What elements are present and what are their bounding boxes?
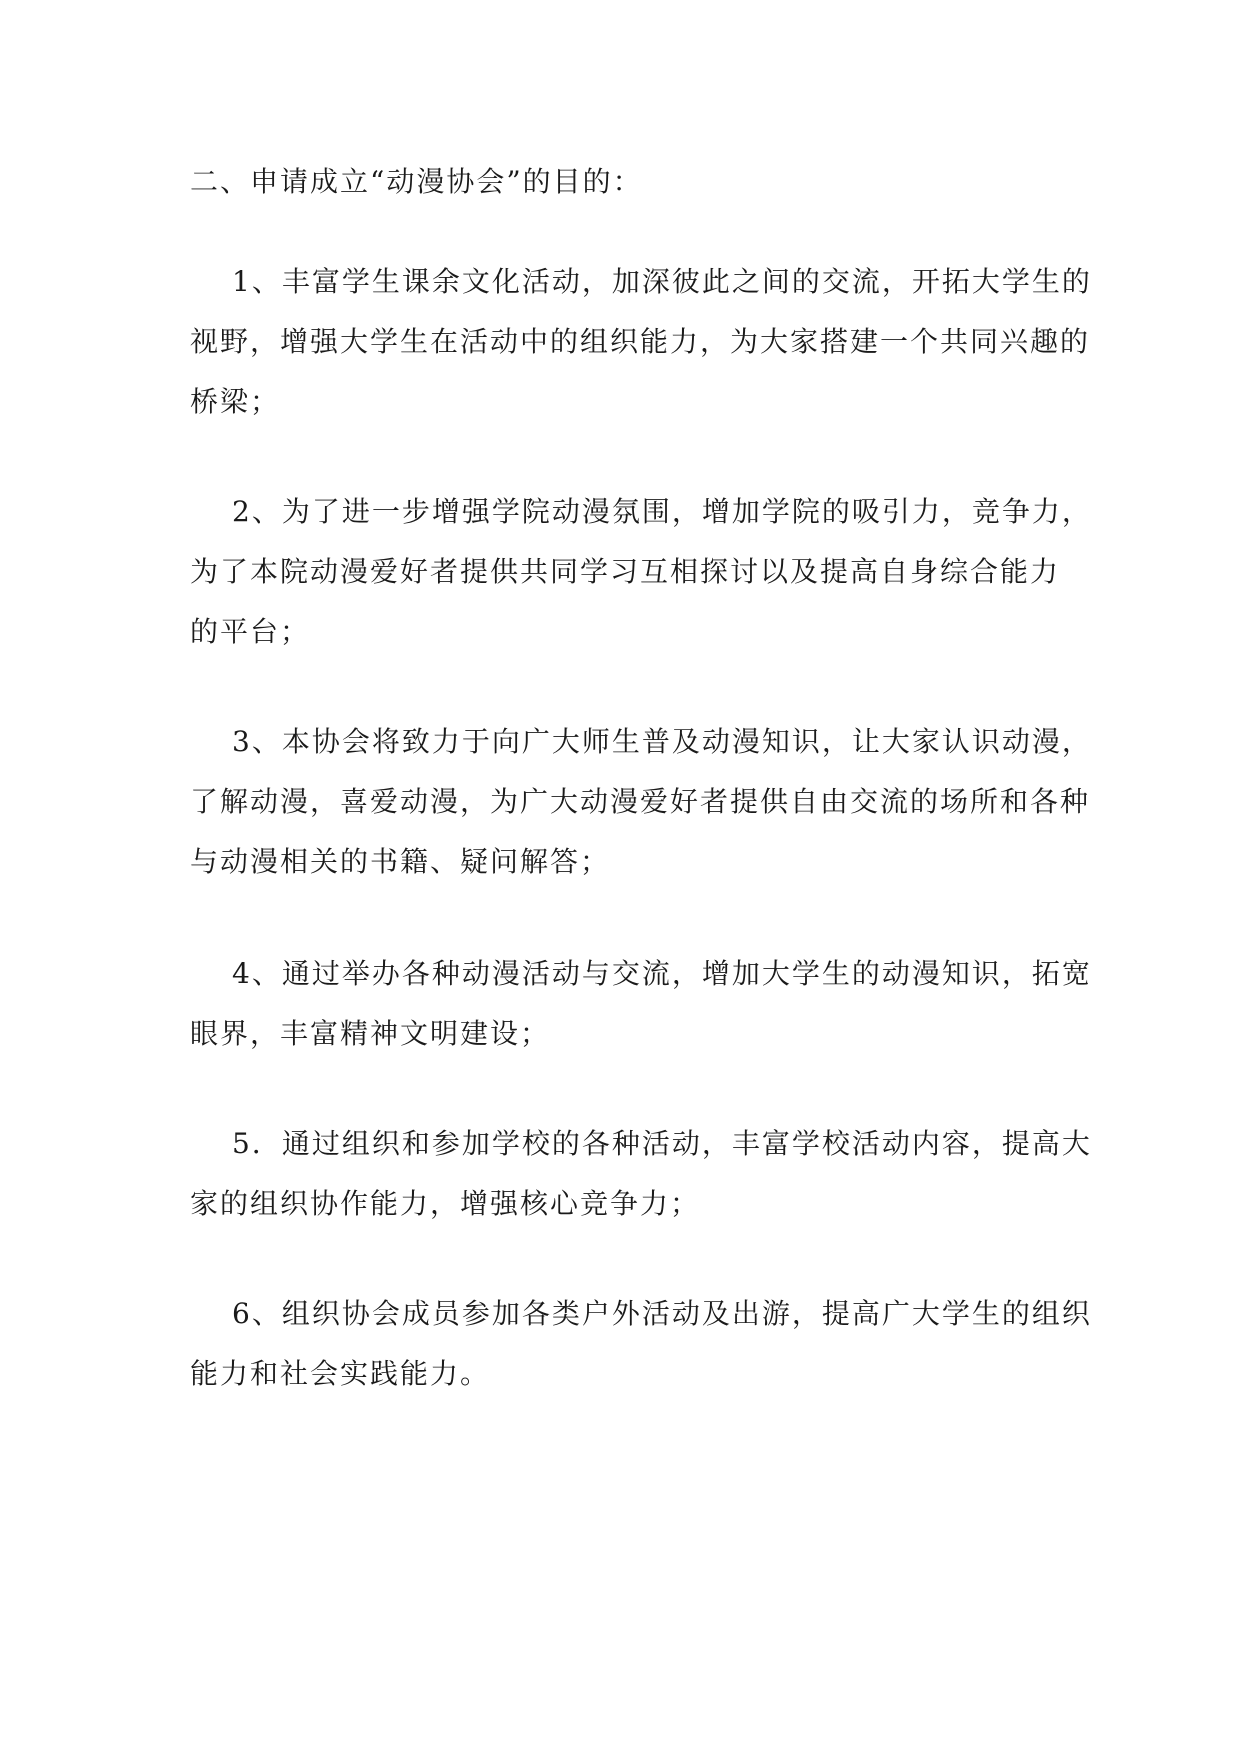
paragraph-line: 桥梁； — [190, 385, 281, 418]
paragraph-line: 6、组织协会成员参加各类户外活动及出游，提高广大学生的组织 — [232, 1297, 1092, 1330]
paragraph-line: 5．通过组织和参加学校的各种活动，丰富学校活动内容，提高大 — [232, 1127, 1092, 1160]
paragraph-line: 3、本协会将致力于向广大师生普及动漫知识，让大家认识动漫， — [232, 725, 1092, 758]
paragraph-line: 能力和社会实践能力。 — [190, 1357, 491, 1390]
paragraph-line: 1、丰富学生课余文化活动，加深彼此之间的交流，开拓大学生的 — [232, 265, 1092, 298]
paragraph-line: 为了本院动漫爱好者提供共同学习互相探讨以及提高自身综合能力 — [190, 555, 1061, 588]
section-heading: 二、申请成立“动漫协会”的目的： — [190, 165, 643, 198]
paragraph-line: 视野，增强大学生在活动中的组织能力，为大家搭建一个共同兴趣的 — [190, 325, 1091, 358]
paragraph-line: 家的组织协作能力，增强核心竞争力； — [190, 1187, 701, 1220]
paragraph-line: 眼界，丰富精神文明建设； — [190, 1017, 551, 1050]
paragraph-line: 了解动漫，喜爱动漫，为广大动漫爱好者提供自由交流的场所和各种 — [190, 785, 1091, 818]
paragraph-line: 2、为了进一步增强学院动漫氛围，增加学院的吸引力，竞争力， — [232, 495, 1092, 528]
paragraph-line: 与动漫相关的书籍、疑问解答； — [190, 845, 611, 878]
paragraph-line: 4、通过举办各种动漫活动与交流，增加大学生的动漫知识，拓宽 — [232, 957, 1092, 990]
paragraph-line: 的平台； — [190, 615, 311, 648]
